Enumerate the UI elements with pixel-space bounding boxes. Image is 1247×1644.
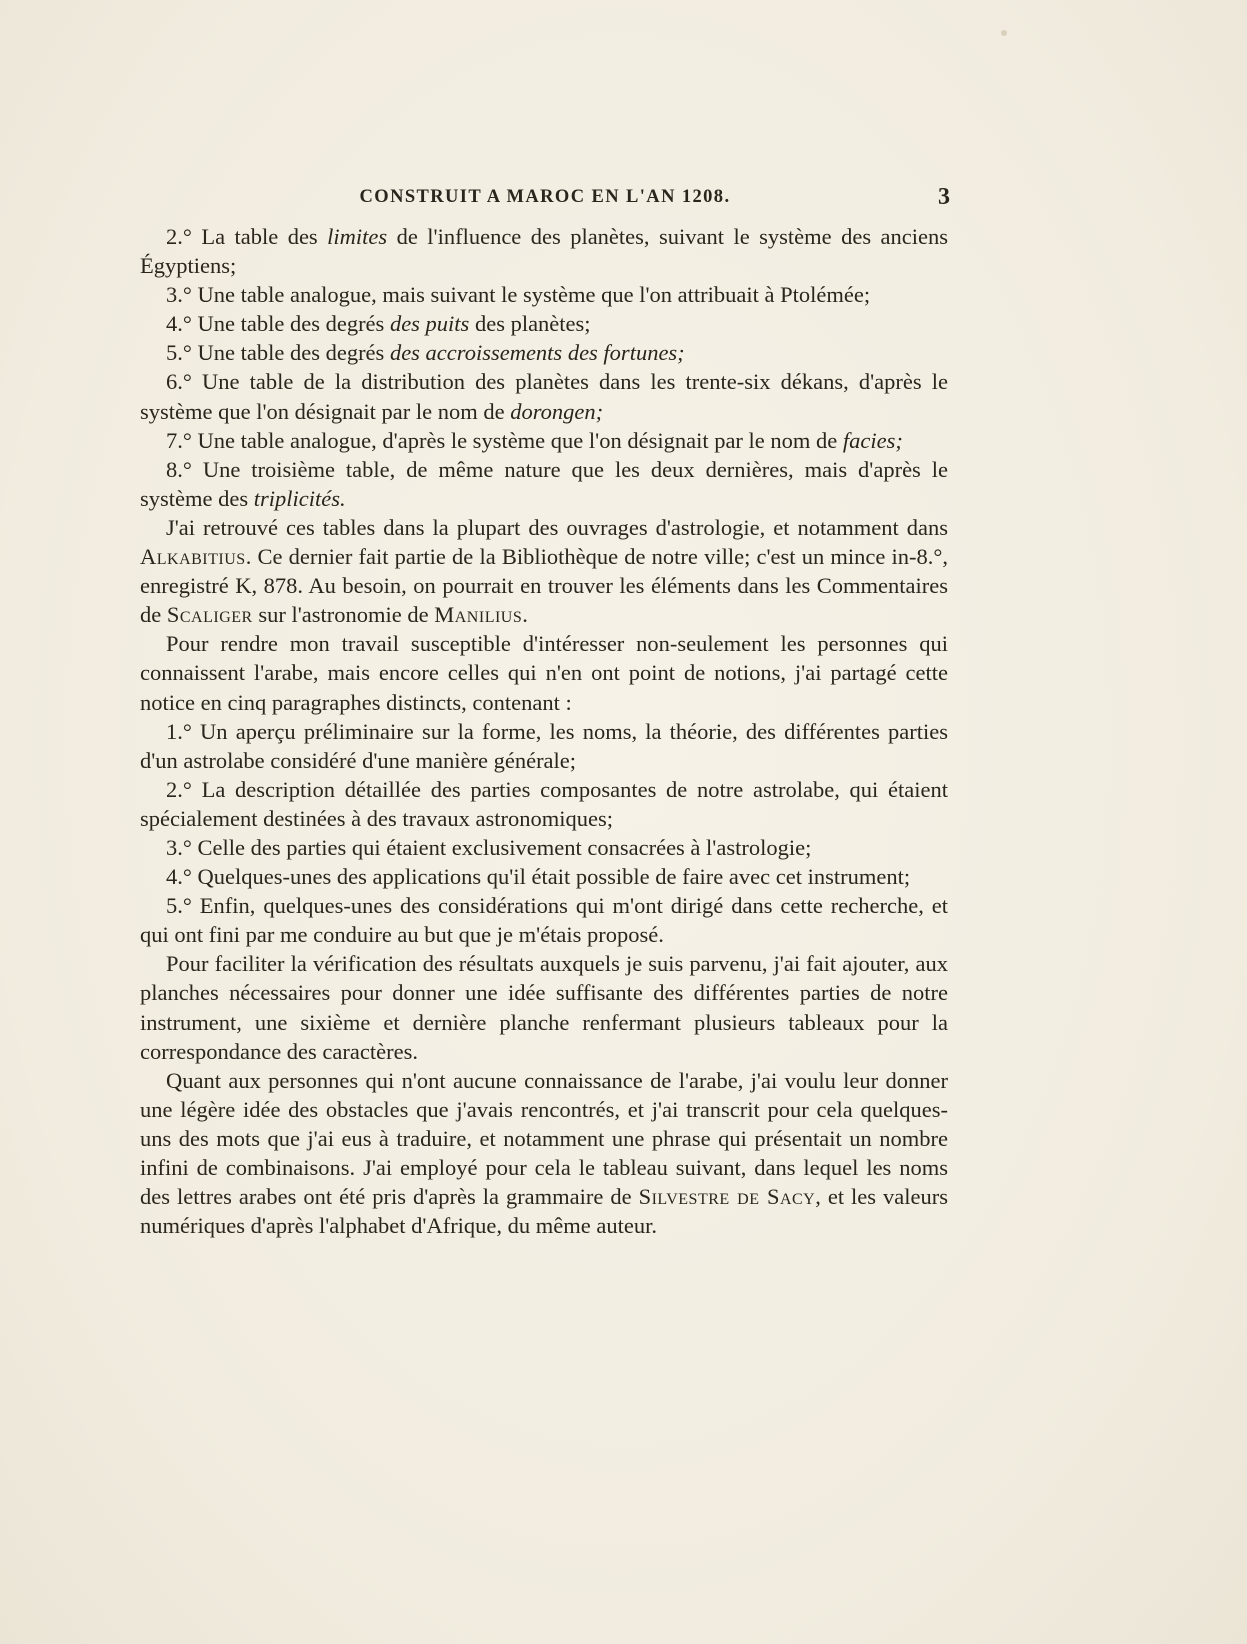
text-run: Pour rendre mon travail susceptible d'intéresser non-seulement les personnes qui connaissent l'arabe, mais encore celles qui n'en ont point de notions, j'ai partagé cette notice en cinq paragraphes distincts, contenant : (140, 631, 948, 715)
paragraph (140, 222, 948, 280)
text-run: 3.° Celle des parties qui étaient exclusivement consacrées à l'astrologie; (166, 834, 812, 860)
paragraph (140, 833, 948, 862)
paragraph (140, 1066, 948, 1241)
body-text (140, 222, 948, 1240)
text-run: 2.° La table des (166, 224, 328, 249)
text-run: 8.° Une troisième table, de même nature que les deux dernières, mais d'après le système des (140, 456, 948, 511)
paper-spot (1001, 30, 1007, 36)
text-run: de l'influence des planètes, suivant le système des anciens Égyptiens; (140, 224, 948, 279)
paragraph (140, 891, 948, 949)
text-run: 5.° Une table des degrés (166, 340, 390, 366)
text-run: Quant aux personnes qui n'ont aucune connaissance de l'arabe, j'ai voulu leur donner une légère idée des obstacles que j'avais rencontrés, et j'ai transcrit pour cela quelques-uns des mots que j'ai eus à traduire, et notamment une phrase qui présentait un nombre infini de combinaisons. J'ai employé pour cela le tableau suivant, dans lequel les noms des lettres arabes ont été pris d'après la grammaire de (140, 1067, 948, 1210)
text-run: 7.° Une table analogue, d'après le système que l'on désignait par le nom de (166, 427, 843, 453)
small-caps-name: Alkabitius (140, 544, 246, 570)
text-run: 4.° Quelques-unes des applications qu'il était possible de faire avec cet instrument; (166, 864, 911, 890)
text-run: 5.° Enfin, quelques-unes des considérations qui m'ont dirigé dans cette recherche, et qui ont fini par me conduire au but que je m'étais proposé. (140, 893, 948, 948)
text-run: 1.° Un aperçu préliminaire sur la forme, les noms, la théorie, des différentes parties d'un astrolabe considéré d'une manière générale; (140, 718, 948, 773)
italic-text: des puits (389, 311, 470, 337)
paragraph (140, 513, 948, 629)
small-caps-name: Scaliger (166, 602, 253, 628)
paragraph (140, 862, 948, 891)
text-run: , et les valeurs numériques d'après l'alphabet d'Afrique, du même auteur. (140, 1184, 948, 1239)
paragraph (140, 280, 948, 309)
text-run: des planètes; (469, 311, 591, 337)
page-header (140, 184, 950, 214)
italic-text: dorongen; (510, 398, 604, 424)
paragraph (140, 309, 948, 338)
paragraph (140, 717, 948, 775)
paragraph (140, 775, 948, 833)
text-run: 2.° La description détaillée des parties composantes de notre astrolabe, qui étaient spécialement destinées à des travaux astronomiques; (140, 776, 948, 831)
italic-text: des accroissements des fortunes; (389, 340, 685, 366)
text-run: . Ce dernier fait partie de la Bibliothèque de notre ville; c'est un mince in-8.°, enregistré K, 878. Au besoin, on pourrait en trouver les éléments dans les Commentaires de (140, 544, 948, 628)
paragraph (140, 367, 948, 425)
small-caps-name: Manilius (434, 602, 523, 628)
italic-text: triplicités. (253, 485, 346, 511)
text-run: sur l'astronomie de (252, 602, 435, 628)
paragraph (140, 338, 948, 367)
small-caps-name: Silvestre de Sacy (638, 1184, 816, 1210)
text-run: 3.° Une table analogue, mais suivant le système que l'on attribuait à Ptolémée; (166, 282, 871, 308)
italic-text: limites (327, 224, 388, 249)
text-run: 6.° Une table de la distribution des planètes dans les trente-six dékans, d'après le système que l'on désignait par le nom de (140, 369, 948, 424)
paragraph (140, 455, 948, 513)
paragraph (140, 629, 948, 716)
italic-text: facies; (842, 427, 903, 453)
text-run: 4.° Une table des degrés (166, 311, 390, 337)
running-head: CONSTRUIT A MAROC EN L'AN 1208. (359, 187, 731, 207)
text-run: . (522, 602, 528, 628)
paragraph (140, 426, 948, 455)
page-number: 3 (938, 184, 950, 210)
text-run: J'ai retrouvé ces tables dans la plupart des ouvrages d'astrologie, et notamment dans (166, 514, 948, 540)
text-run: Pour faciliter la vérification des résultats auxquels je suis parvenu, j'ai fait ajouter, aux planches nécessaires pour donner une idée suffisante des différentes parties de notre instrument, une sixième et dernière planche renfermant plusieurs tableaux pour la correspondance des caractères. (140, 951, 948, 1064)
paragraph (140, 949, 948, 1065)
